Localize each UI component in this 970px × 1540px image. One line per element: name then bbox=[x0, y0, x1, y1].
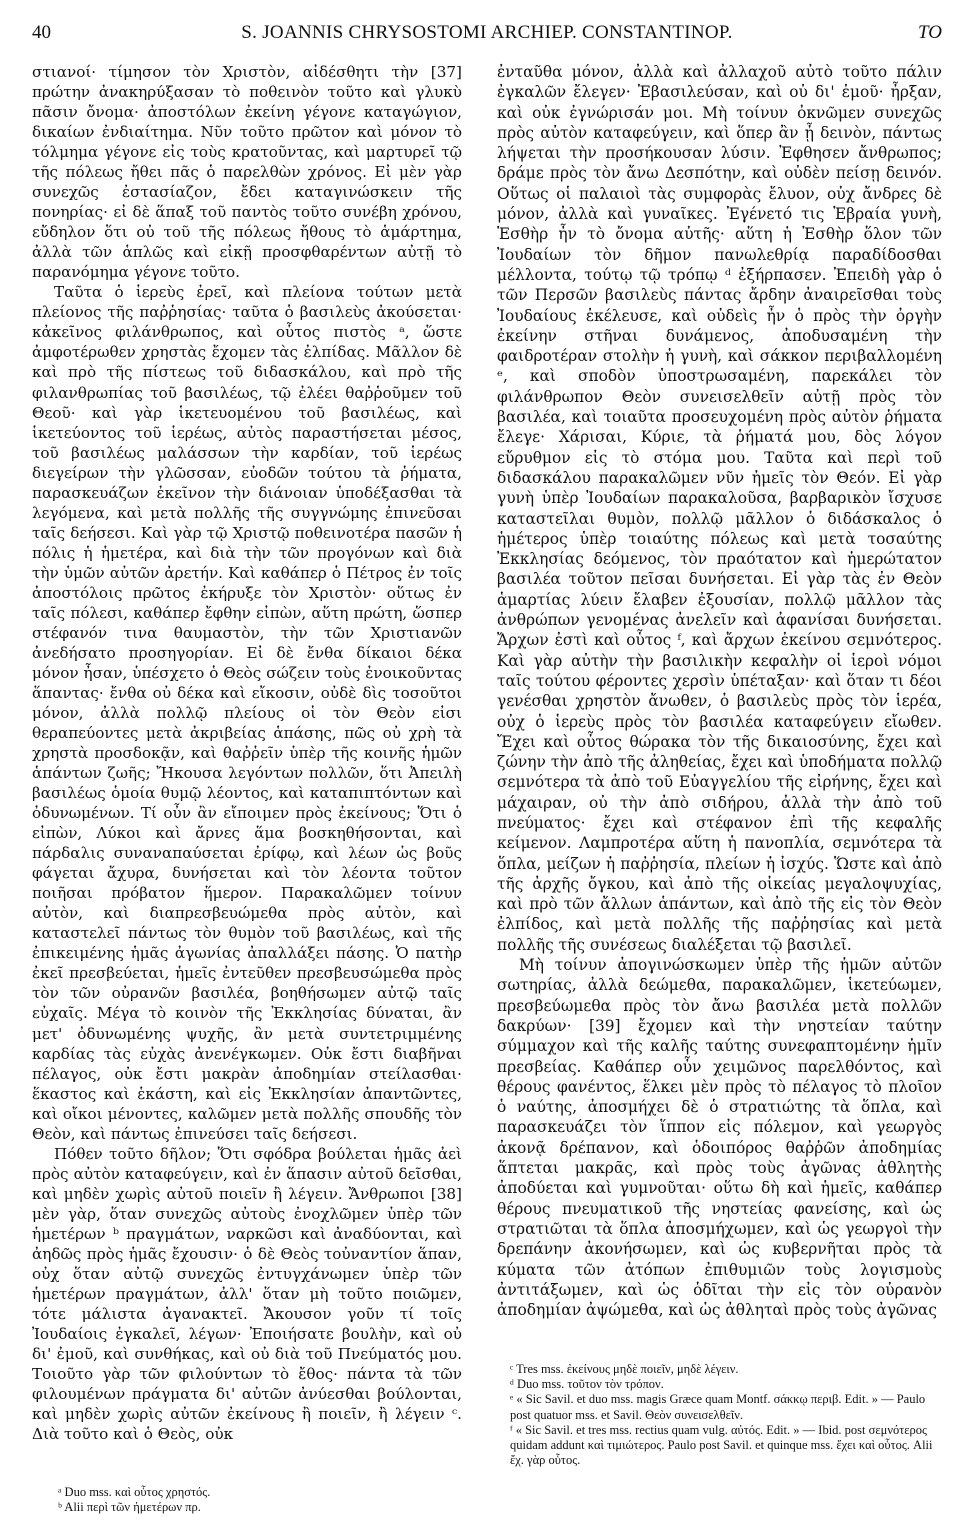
right-column bbox=[497, 62, 942, 1320]
footnotes-left bbox=[58, 1485, 458, 1515]
footnote: ᵃ Duo mss. καὶ οὗτος χρηστός. bbox=[58, 1485, 211, 1499]
running-title: S. JOANNIS CHRYSOSTOMI ARCHIEP. CONSTANTINOP. bbox=[241, 22, 733, 43]
page-number: 40 bbox=[32, 22, 51, 43]
footnotes-right bbox=[510, 1362, 942, 1468]
footnote: ᵉ « Sic Savil. et duo mss. magis Græce quam Montf. σάκκῳ περιβ. Edit. » — Paulo post quatuor mss. et Savil. Θεὸν συνεισελθεῖν. bbox=[510, 1392, 926, 1422]
left-paragraph: στιανοί· τίμησον τὸν Χριστὸν, αἰδέσθητι τὴν [37] πρώτην ἀνακηρύξασαν τὸ ποθεινὸν τοῦτο καὶ γλυκὺ πᾶσιν ὄνομα· ἀποστόλων ἐκείνη γέγονε καταγώγιον, δικαίων ἐνδιαίτημα. Νῦν τοῦτο πρῶτον καὶ μόνον τὸ τόλμημα γέγονε εἰς τοὺς κρατοῦντας, καὶ μαρτυρεῖ τῷ τῆς πόλεως ἤθει πᾶς ὁ παρελθὼν χρόνος. Εἰ μὲν γὰρ συνεχῶς ἐστασίαζον, ἔδει καταγινώσκειν τῆς πονηρίας· εἰ δὲ ἅπαξ τοῦ παντὸς τοῦτο συνέβη χρόνου, εὔδηλον ὅτι οὐ τοῦ τῆς πόλεως ἤθους τὸ ἁμάρτημα, ἀλλὰ τῶν ἁπλῶς καὶ εἰκῇ προσφθαρέντων αὐτῇ τὸ παρανόμημα γέγονε τοῦτο. bbox=[32, 63, 462, 282]
left-column bbox=[32, 62, 462, 1444]
footnote: ᵇ Alii περὶ τῶν ἡμετέρων πρ. bbox=[58, 1500, 201, 1515]
right-paragraph: Μὴ τοίνυν ἀπογινώσκωμεν ὑπὲρ τῆς ἡμῶν αὐτῶν σωτηρίας, ἀλλὰ δεώμεθα, παρακαλῶμεν, ἱκετεύωμεν, πρεσβεύωμεθα πρὸς τὸν ἄνω βασιλέα μετὰ πολλῶν δακρύων· [39] ἔχομεν καὶ τὴν νηστείαν ταύτην σύμμαχον καὶ τῆς καλῆς ταύτης συνεφαπτομένην ἡμῖν πρεσβείας. Καθάπερ οὖν χειμῶνος παρελθόντος, καὶ θέρους φανέντος, ἕλκει μὲν πρὸς τὸ πέλαγος τὸ πλοῖον ὁ ναύτης, ἀποσμήχει δὲ ὁ στρατιώτης τὰ ὅπλα, καὶ παρασκευάζει τὸν ἵππον εἰς πόλεμον, καὶ γεωργὸς ἀκονᾷ δρέπανον, καὶ ὁδοιπόρος θαῤῥῶν ἀποδημίας ἅπτεται μακρᾶς, καὶ πρὸς τοὺς ἀγῶνας ἀθλητὴς ἀποδύεται καὶ γυμνοῦται· οὕτω δὴ καὶ ἡμεῖς, καθάπερ θέρους πνευματικοῦ τῆς νηστείας φανείσης, καὶ ὡς στρατιῶται τὰ ὅπλα ἀποσμήχωμεν, καὶ ὡς γεωργοὶ τὴν δρεπάνην ἀκονήσωμεν, καὶ ὡς κυβερνῆται πρὸς τὰ κύματα τῶν ἀτόπων ἐπιθυμιῶν τοὺς λογισμοὺς ἀντιτάξωμεν, καὶ ὡς ὁδῖται τὴν εἰς τὸν οὐρανὸν ἀποδημίαν ἀψώμεθα, καὶ ὡς ἀθληταὶ πρὸς τοὺς ἀγῶνας bbox=[497, 956, 942, 1320]
footnote: ᶜ Tres mss. ἐκείνους μηδὲ ποιεῖν, μηδὲ λέγειν. bbox=[510, 1362, 739, 1376]
left-paragraph: Πόθεν τοῦτο δῆλον; Ὅτι σφόδρα βούλεται ἡμᾶς ἀεὶ πρὸς αὐτὸν καταφεύγειν, καὶ ἐν ἅπασιν αὐτοῦ δεῖσθαι, καὶ μηδὲν χωρὶς αὐτοῦ ποιεῖν ἢ λέγειν. Ἄνθρωποι [38] μὲν γὰρ, ὅταν συνεχῶς αὐτοὺς ἐνοχλῶμεν ὑπὲρ τῶν ἡμετέρων ᵇ πραγμάτων, ναρκῶσι καὶ ἀναδύονται, καὶ ἀηδῶς πρὸς ἡμᾶς ἔχουσιν· ὁ δὲ Θεὸς τοὐναντίον ἅπαν, οὐχ ὅταν αὐτῷ συνεχῶς ἐντυγχάνωμεν ὑπὲρ τῶν ἡμετέρων πραγμάτων, ἀλλ' ὅταν μὴ τοῦτο ποιῶμεν, τότε μάλιστα ἀγανακτεῖ. Ἄκουσον γοῦν τί τοῖς Ἰουδαίοις ἐγκαλεῖ, λέγων· Ἐποιήσατε βουλὴν, καὶ οὐ δι' ἐμοῦ, καὶ συνθήκας, καὶ οὐ διὰ τοῦ Πνεύματός μου. Τοιοῦτο γὰρ τῶν φιλούντων τὸ ἔθος· πάντα τὰ τῶν φιλουμένων πράγματα δι' αὐτῶν ἀνύεσθαι βούλονται, καὶ μηδὲν χωρὶς αὐτῶν ἐκείνους ἢ ποιεῖν, ἢ λέγειν ᶜ. Διὰ τοῦτο καὶ ὁ Θεὸς, οὐκ bbox=[32, 1144, 462, 1444]
footnote: ᶠ « Sic Savil. et tres mss. rectius quam vulg. αὐτός. Edit. » — Ibid. post σεμνότερος quidam addunt καὶ τιμιώτερος. Paulo post Savil. et quinque mss. ἔχει καὶ οὗτος. Alii ἔχ. γὰρ οὗτος. bbox=[510, 1422, 933, 1468]
footnote: ᵈ Duo mss. τοῦτον τὸν τρόπον. bbox=[510, 1377, 664, 1392]
right-paragraph: ἐνταῦθα μόνον, ἀλλὰ καὶ ἀλλαχοῦ αὐτὸ τοῦτο πάλιν ἐγκαλῶν ἔλεγεν· Ἐβασιλεύσαν, καὶ οὐ δι' ἐμοῦ· ἦρξαν, καὶ οὐκ ἐγνώρισάν μοι. Μὴ τοίνυν ὀκνῶμεν συνεχῶς πρὸς αὐτὸν καταφεύγειν, καὶ ὅπερ ἂν ᾖ δεινὸν, πάντως λήψεται τὴν προσήκουσαν λύσιν. Ἐφθησεν ἄνθρωπος; δράμε πρὸς τὸν ἄνω Δεσπότην, καὶ οὐδὲν πείσῃ δεινόν. Οὕτως οἱ παλαιοὶ τὰς συμφορὰς ἔλυον, οὐχ ἄνδρες δὲ μόνον, ἀλλὰ καὶ γυναῖκες. Ἐγένετό τις Ἑβραία γυνὴ, Ἐσθὴρ ἦν τὸ ὄνομα αὐτῆς· αὕτη ἡ Ἐσθὴρ ὅλον τῶν Ἰουδαίων τὸν δῆμον πανωλεθρίᾳ παραδίδοσθαι μέλλοντα, τούτῳ τῷ τρόπῳ ᵈ ἐξήρπασεν. Ἐπειδὴ γὰρ ὁ τῶν Περσῶν βασιλεὺς πάντας ἄρδην ἀναιρεῖσθαι τοὺς Ἰουδαίους ἐκέλευσε, καὶ οὐδεὶς ἦν ὁ πρὸς τὴν ὀργὴν ἐκείνην στῆναι δυνάμενος, ἀποδυσαμένη τὴν φαιδροτέραν στολὴν ἡ γυνὴ, καὶ σάκκον περιβαλλομένη ᵉ, καὶ σποδὸν ὑποστρωσαμένη, παρεκάλει τὸν φιλάνθρωπον Θεὸν συνεισελθεῖν αὐτῇ πρὸς τὸν βασιλέα, καὶ τοιαῦτα προσευχομένη πρὸς αὐτὸν ῥήματα ἔλεγε· Χάρισαι, Κύριε, τὰ ῥήματά μου, δὸς λόγον εὔρυθμον εἰς τὸ στόμα μου. Ταῦτα καὶ περὶ τοῦ διδασκάλου παρακαλῶμεν νῦν ἡμεῖς τὸν Θεόν. Εἰ γὰρ γυνὴ ὑπὲρ Ἰουδαίων παρακαλοῦσα, βαρβαρικὸν ἴσχυσε καταστεῖλαι θυμὸν, πολλῷ μᾶλλον ὁ διδάσκαλος ὁ ἡμέτερος ὑπὲρ τοιαύτης πόλεως καὶ μετὰ τοσαύτης Ἐκκλησίας δεόμενος, τὸν πραότατον καὶ ἡμερώτατον βασιλέα τοῦτον πεῖσαι δυνήσεται. Εἰ γὰρ τὰς ἐν Θεὸν ἁμαρτίας λύειν ἔλαβεν ἐξουσίαν, πολλῷ μᾶλλον τὰς ἀνθρώπων γενομένας ἀνελεῖν καὶ ἀφανίσαι δυνήσεται. Ἄρχων ἐστὶ καὶ οὗτος ᶠ, καὶ ἄρχων ἐκείνου σεμνότερος. Καὶ γὰρ αὐτὴν τὴν βασιλικὴν κεφαλὴν οἱ ἱεροὶ νόμοι ταῖς τούτου φέροντες χερσὶν ὑπέταξαν· καὶ ὅταν τι δέοι γενέσθαι χρηστὸν ἄνωθεν, ὁ βασιλεὺς πρὸς τὸν ἱερέα, οὐχ ὁ ἱερεὺς πρὸς τὸν βασιλέα καταφεύγειν εἴωθεν. Ἔχει καὶ οὗτος θώρακα τὸν τῆς δικαιοσύνης, ἔχει καὶ ζώνην τὴν ἀπὸ τῆς ἀληθείας, ἔχει καὶ ὑποδήματα πολλῷ σεμνότερα τὰ ἀπὸ τοῦ Εὐαγγελίου τῆς εἰρήνης, ἔχει καὶ μάχαιραν, οὐ τὴν ἀπὸ σιδήρου, ἀλλὰ τὴν ἀπὸ τοῦ πνεύματος· ἔχει καὶ στέφανον ἐπὶ τῆς κεφαλῆς κείμενον. Λαμπροτέρα αὕτη ἡ πανοπλία, σεμνότερα τὰ ὅπλα, μείζων ἡ παῤῥησία, πλείων ἡ ἰσχύς. Ὥστε καὶ ἀπὸ τῆς ἀρχῆς ὄγκου, καὶ ἀπὸ τῆς οἰκείας μεγαλοψυχίας, καὶ πρὸ τῶν ἄλλων ἁπάντων, καὶ ἀπὸ τῆς εἰς τὸν Θεὸν ἐλπίδος, καὶ μετὰ πολλῆς τῆς παῤῥησίας καὶ μετὰ πολλῆς τῆς συνέσεως διαλέξεται τῷ βασιλεῖ. bbox=[497, 63, 942, 954]
page-header bbox=[32, 22, 942, 52]
header-right-mark: TO bbox=[918, 22, 942, 43]
left-paragraph: Ταῦτα ὁ ἱερεὺς ἐρεῖ, καὶ πλείονα τούτων μετὰ πλείονος τῆς παῤῥησίας· ταῦτα ὁ βασιλεὺς ἀκούσεται· κἀκεῖνος φιλάνθρωπος, καὶ οὗτος πιστὸς ᵃ, ὥστε ἀμφοτέρωθεν χρηστὰς ἔχομεν τὰς ἐλπίδας. Μᾶλλον δὲ καὶ πρὸ τῆς πίστεως τοῦ διδασκάλου, καὶ πρὸ τῆς φιλανθρωπίας τοῦ βασιλέως, τῷ ἐλέει θαῤῥοῦμεν τοῦ Θεοῦ· καὶ γὰρ ἱκετευομένου τοῦ βασιλέως, καὶ ἱκετεύοντος τοῦ ἱερέως, αὐτὸς παραστήσεται μέσος, τοῦ βασιλέως μαλάσσων τὴν καρδίαν, τοῦ ἱερέως διεγείρων τὴν γλῶσσαν, εὐοδῶν τούτου τὰ ῥήματα, παρασκευάζων ἐκεῖνον τὴν διάνοιαν ὑποδέξασθαι τὰ λεγόμενα, καὶ μετὰ πολλῆς τῆς συγγνώμης ἐπινεῦσαι ταῖς δεήσεσι. Καὶ γὰρ τῷ Χριστῷ ποθεινοτέρα πασῶν ἡ πόλις ἡ ἡμετέρα, καὶ διὰ τὴν τῶν προγόνων καὶ διὰ τὴν ὑμῶν αὐτῶν ἀρετήν. Καὶ καθάπερ ὁ Πέτρος ἐν τοῖς ἀποστόλοις πρῶτος ἐκήρυξε τὸν Χριστὸν· οὕτως ἐν ταῖς πόλεσι, καθάπερ ἔφθην εἰπὼν, αὕτη πρώτη, ὥσπερ στέφανόν τινα θαυμαστὸν, τὴν τῶν Χριστιανῶν ἀνεδήσατο προσηγορίαν. Εἰ δὲ ἔνθα δίκαιοι δέκα μόνον ἦσαν, ὑπέσχετο ὁ Θεὸς σώζειν τοὺς ἐνοικοῦντας ἅπαντας· ἔνθα οὐ δέκα καὶ εἴκοσιν, οὐδὲ δὶς τοσοῦτοι μόνον, ἀλλὰ πολλῷ πλείους οἱ τὸν Θεὸν εἰσι θεραπεύοντες μετὰ ἀκριβείας ἁπάσης, πῶς οὐ χρὴ τὰ χρηστὰ προσδοκᾷν, καὶ θαῤῥεῖν ὑπὲρ τῆς κοινῆς ἡμῶν ἁπάντων ζωῆς; Ἤκουσα λεγόντων πολλῶν, ὅτι Ἀπειλὴ βασιλέως ὁμοία θυμῷ λέοντος, καὶ καταπιπτόντων καὶ ὀδυνωμένων. Τί οὖν ἂν εἴποιμεν πρὸς ἐκείνους; Ὅτι ὁ εἰπὼν, Λύκοι καὶ ἄρνες ἅμα βοσκηθήσονται, καὶ πάρδαλις συναναπαύσεται ἐρίφῳ, καὶ λέων ὡς βοῦς φάγεται ἄχυρα, δυνήσεται καὶ τὸν λέοντα τοῦτον ποιῆσαι πρόβατον ἥμερον. Παρακαλῶμεν τοίνυν αὐτὸν, καὶ διαπρεσβευώμεθα πρὸς αὐτὸν, καὶ καταστελεῖ πάντως τὸν θυμὸν τοῦ βασιλέως, καὶ τῆς ἐπικειμένης ἡμᾶς ἀγωνίας ἀπαλλάξει πάσης. Ὁ πατὴρ ἐκεῖ πρεσβεύεται, ἡμεῖς ἐντεῦθεν πρεσβευσώμεθα πρὸς τὸν τῶν οὐρανῶν βασιλέα, βοηθήσωμεν αὐτῷ ταῖς εὐχαῖς. Μέγα τὸ κοινὸν τῆς Ἐκκλησίας δύναται, ἂν μετ' ὀδυνωμένης ψυχῆς, ἂν μετὰ συντετριμμένης καρδίας τὰς εὐχὰς ἀνενέγκωμεν. Οὐκ ἔστι διαβῆναι πέλαγος, οὐκ ἔστι μακρὰν ἀποδημίαν στείλασθαι· ἕκαστος καὶ ἑκάστη, καὶ εἰς Ἐκκλησίαν ἀπαντῶντες, καὶ οἴκοι μένοντες, καλῶμεν μετὰ πολλῆς σπουδῆς τὸν Θεὸν, καὶ πάντως ἐπινεύσει ταῖς δεήσεσι. bbox=[32, 283, 462, 1143]
